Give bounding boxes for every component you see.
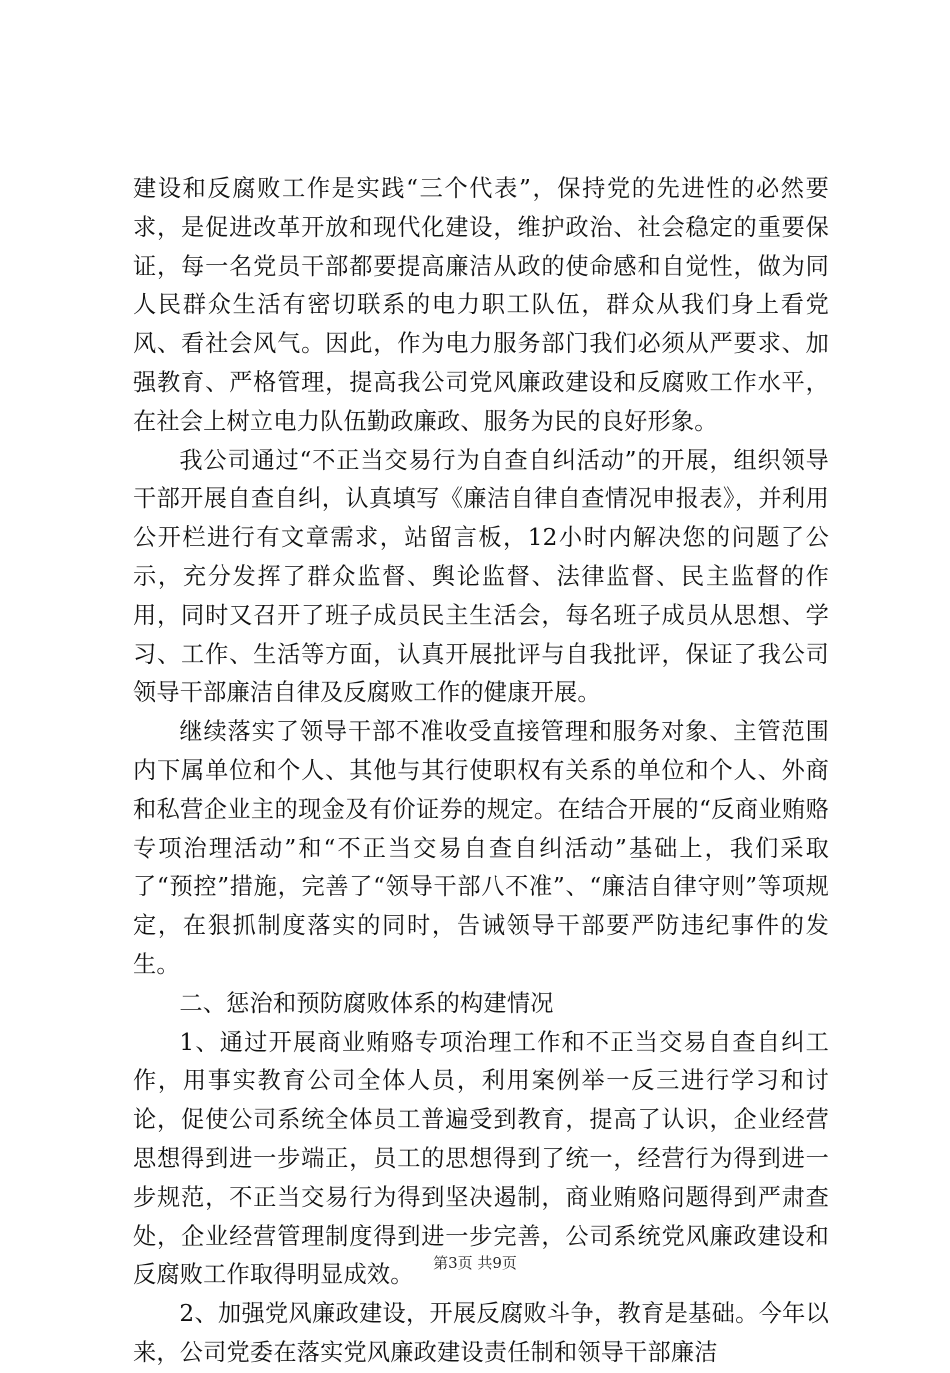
paragraph-4: 1、通过开展商业贿赂专项治理工作和不正当交易自查自纠工作，用事实教育公司全体人员，利用案例举一反三进行学习和讨论，促使公司系统全体员工普遍受到教育，提高了认识，企业经营思想得到进一步端正，员工的思想得到了统一，经营行为得到进一步规范，不正当交易行为得到坚决遏制，商业贿赂问题得到严肃查处，企业经营管理制度得到进一步完善，公司系统党风廉政建设和反腐败工作取得明显成效。 [133,1028,829,1289]
paragraph-3: 继续落实了领导干部不准收受直接管理和服务对象、主管范围内下属单位和个人、其他与其行使职权有关系的单位和个人、外商和私营企业主的现金及有价证券的规定。在结合开展的“反商业贿赂专项治理活动”和“不正当交易自查自纠活动”基础上，我们采取了“预控”措施，完善了“领导干部八不准”、“廉洁自律守则”等项规定，在狠抓制度落实的同时，告诫领导干部要严防违纪事件的发生。 [133,718,829,978]
section-heading: 二、惩治和预防腐败体系的构建情况 [179,989,554,1017]
paragraph-2: 我公司通过“不正当交易行为自查自纠活动”的开展，组织领导干部开展自查自纠，认真填写《廉洁自律自查情况申报表》，并利用公开栏进行有文章需求，站留言板，12小时内解决您的问题了公示，充分发挥了群众监督、舆论监督、法律监督、民主监督的作用，同时又召开了班子成员民主生活会，每名班子成员从思想、学习、工作、生活等方面，认真开展批评与自我批评，保证了我公司领导干部廉洁自律及反腐败工作的健康开展。 [133,446,829,707]
paragraph-1: 建设和反腐败工作是实践“三个代表”，保持党的先进性的必然要求，是促进改革开放和现代化建设，维护政治、社会稳定的重要保证，每一名党员干部都要提高廉洁从政的使命感和自觉性，做为同人民群众生活有密切联系的电力职工队伍，群众从我们身上看党风、看社会风气。因此，作为电力服务部门我们必须从严要求、加强教育、严格管理，提高我公司党风廉政建设和反腐败工作水平，在社会上树立电力队伍勤政廉政、服务为民的良好形象。 [133,175,829,435]
document-body [133,170,829,1373]
page-number-footer: 第3页 共9页 [433,1254,517,1272]
paragraph-5: 2、加强党风廉政建设，开展反腐败斗争，教育是基础。今年以来，公司党委在落实党风廉政建设责任制和领导干部廉洁 [133,1300,829,1366]
